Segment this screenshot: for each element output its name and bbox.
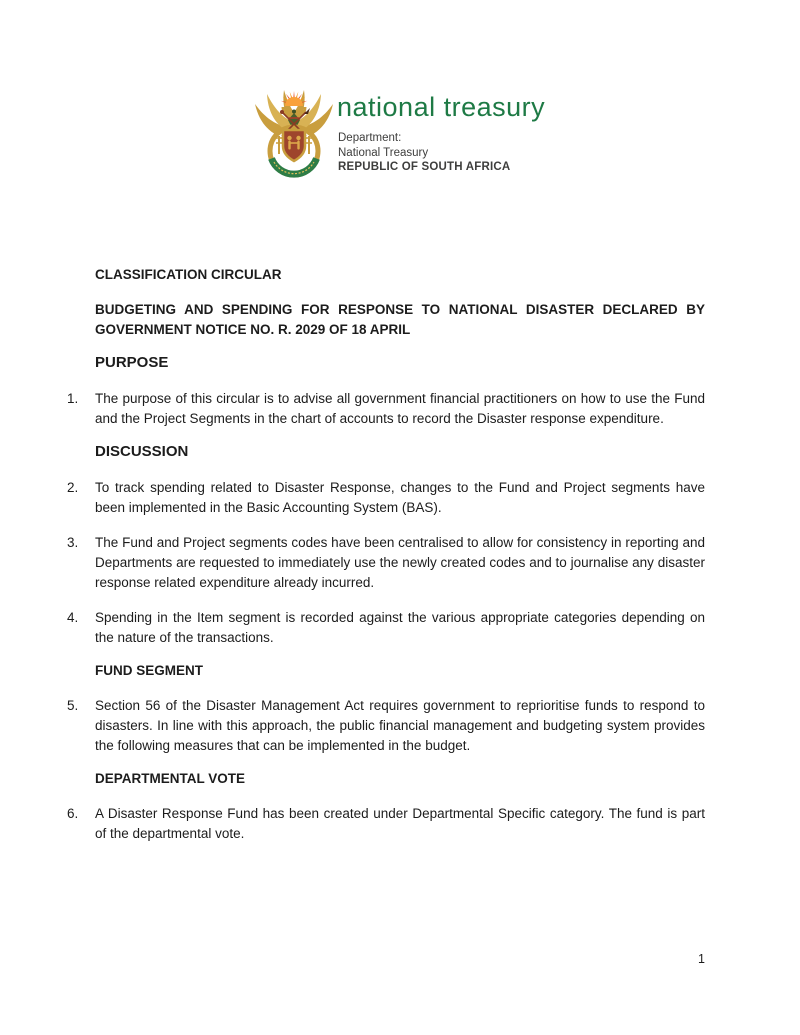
list-item-2 (67, 478, 705, 518)
classification-heading: CLASSIFICATION CIRCULAR (95, 267, 282, 282)
list-item-3 (67, 533, 705, 593)
heading-departmental-vote: DEPARTMENTAL VOTE (95, 771, 246, 786)
page-number: 1 (698, 952, 705, 966)
item-text: Section 56 of the Disaster Management Act requires government to reprioritise funds to respond to disasters. In line with this approach, the public financial management and budgeting system provides the following measures that can be implemented in the budget. (95, 698, 705, 753)
department-block (338, 131, 510, 175)
item-number: 1. (67, 391, 79, 406)
item-text: A Disaster Response Fund has been created under Departmental Specific category. The fund is part of the departmental vote. (95, 806, 705, 841)
item-text: The Fund and Project segments codes have been centralised to allow for consistency in reporting and Departments are requested to immediately use the newly created codes and to journalise any disaster response related expenditure already incurred. (95, 535, 705, 590)
brand-wordmark: national treasury (337, 92, 546, 122)
heading-fund-segment: FUND SEGMENT (95, 663, 203, 678)
department-label: Department: (338, 132, 402, 144)
country-name: REPUBLIC OF SOUTH AFRICA (338, 161, 511, 173)
list-item-1 (67, 389, 705, 429)
item-number: 6. (67, 806, 79, 821)
item-number: 4. (67, 610, 79, 625)
letterhead (0, 0, 800, 200)
document-body (67, 265, 705, 844)
list-item-6 (67, 804, 705, 844)
heading-discussion: DISCUSSION (95, 443, 189, 460)
list-item-4 (67, 608, 705, 648)
item-text: The purpose of this circular is to advise all government financial practitioners on how to use the Fund and the Project Segments in the chart of accounts to record the Disaster response expenditure. (95, 391, 705, 426)
heading-purpose: PURPOSE (95, 354, 169, 371)
item-text: Spending in the Item segment is recorded against the various appropriate categories depending on the nature of the transactions. (95, 610, 705, 645)
document-title: BUDGETING AND SPENDING FOR RESPONSE TO NATIONAL DISASTER DECLARED BY GOVERNMENT NOTICE NO. R. 2029 OF 18 APRIL (95, 302, 705, 337)
item-text: To track spending related to Disaster Response, changes to the Fund and Project segments have been implemented in the Basic Accounting System (BAS). (95, 480, 705, 515)
item-number: 5. (67, 698, 79, 713)
coat-of-arms-icon (253, 84, 335, 182)
shield (283, 130, 305, 161)
list-item-5 (67, 696, 705, 756)
department-name: National Treasury (338, 146, 429, 159)
item-number: 3. (67, 535, 79, 550)
item-number: 2. (67, 480, 79, 495)
